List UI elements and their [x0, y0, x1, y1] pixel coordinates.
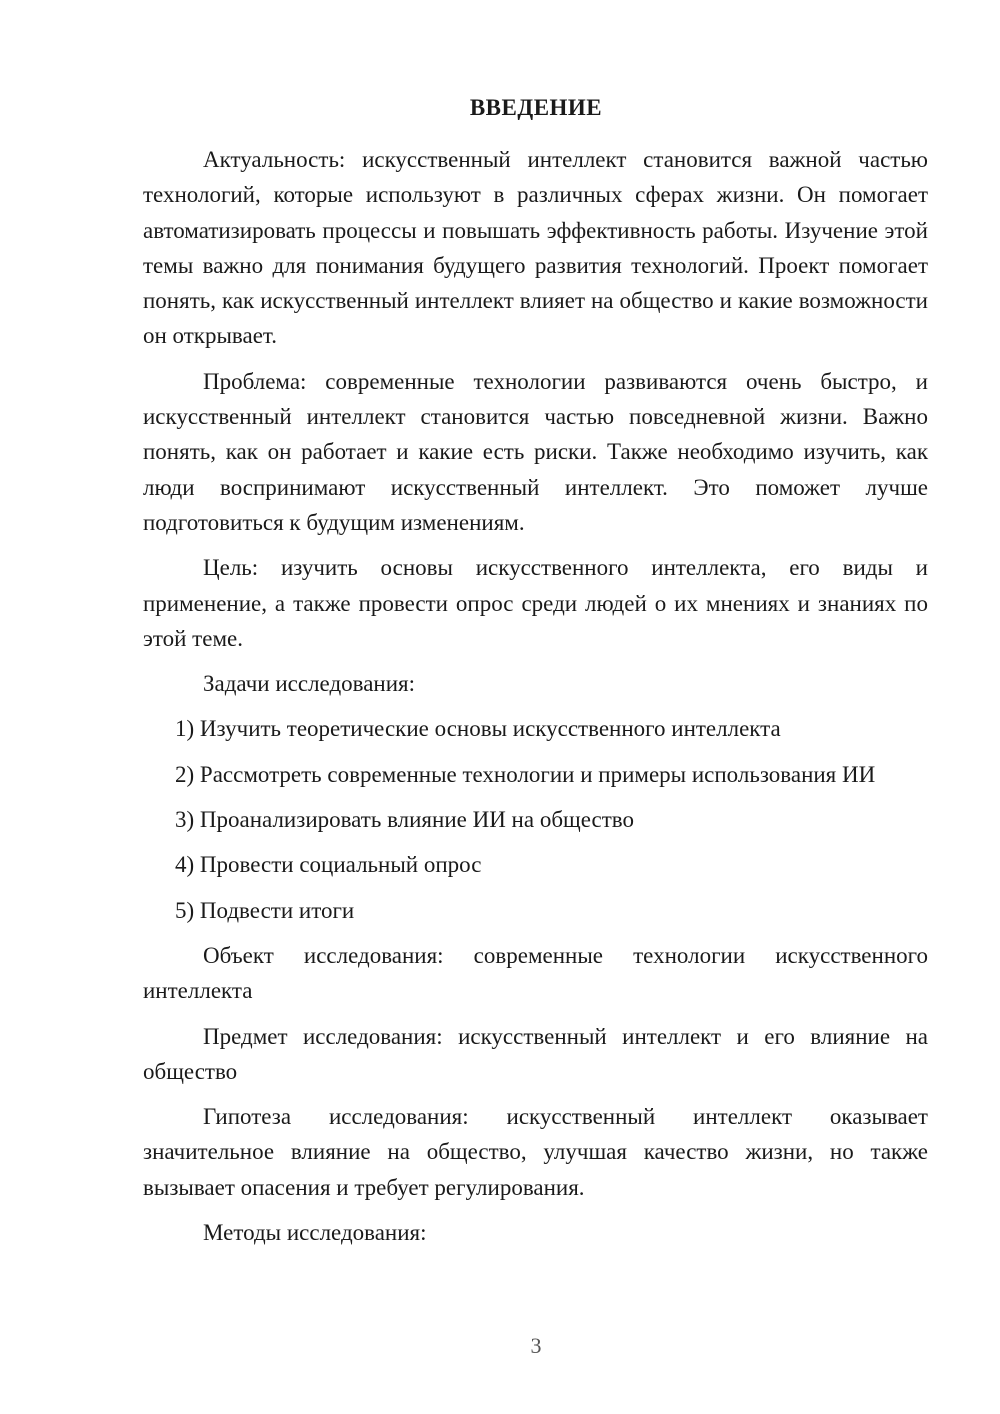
- paragraph-problem: Проблема: современные технологии развиваются очень быстро, и искусственный интеллект становится частью повседневной жизни. Важно понять, как он работает и какие есть риски. Также необходимо изучить, как люди воспринимают искусственный интеллект. Это поможет лучше подготовиться к будущим изменениям.: [143, 368, 928, 535]
- paragraph-tasks-heading: Задачи исследования:: [203, 671, 416, 697]
- task-item-4: 4) Провести социальный опрос: [175, 852, 482, 878]
- paragraph-relevance: Актуальность: искусственный интеллект становится важной частью технологий, которые используют в различных сферах жизни. Он помогает автоматизировать процессы и повышать эффективность работы. Изучение этой темы важно для понимания будущего развития технологий. Проект помогает понять, как искусственный интеллект влияет на общество и какие возможности он открывает.: [143, 147, 928, 349]
- paragraph-subject: Предмет исследования: искусственный интеллект и его влияние на общество: [143, 1023, 928, 1084]
- task-item-2: 2) Рассмотреть современные технологии и примеры использования ИИ: [175, 761, 876, 787]
- page-number: 3: [530, 1333, 542, 1358]
- paragraph-goal: Цель: изучить основы искусственного интеллекта, его виды и применение, а также провести опрос среди людей о их мнениях и знаниях по этой теме.: [143, 555, 928, 651]
- task-item-3: 3) Проанализировать влияние ИИ на общество: [175, 807, 634, 833]
- task-item-1: 1) Изучить теоретические основы искусственного интеллекта: [175, 716, 781, 742]
- paragraph-hypothesis: Гипотеза исследования: искусственный интеллект оказывает значительное влияние на общество, улучшая качество жизни, но также вызывает опасения и требует регулирования.: [143, 1104, 928, 1200]
- section-title: ВВЕДЕНИЕ: [469, 95, 603, 120]
- paragraph-methods: Методы исследования:: [203, 1220, 427, 1246]
- body-text: [143, 142, 928, 1260]
- paragraph-object: Объект исследования: современные технологии искусственного интеллекта: [143, 942, 928, 1004]
- task-item-5: 5) Подвести итоги: [175, 897, 355, 923]
